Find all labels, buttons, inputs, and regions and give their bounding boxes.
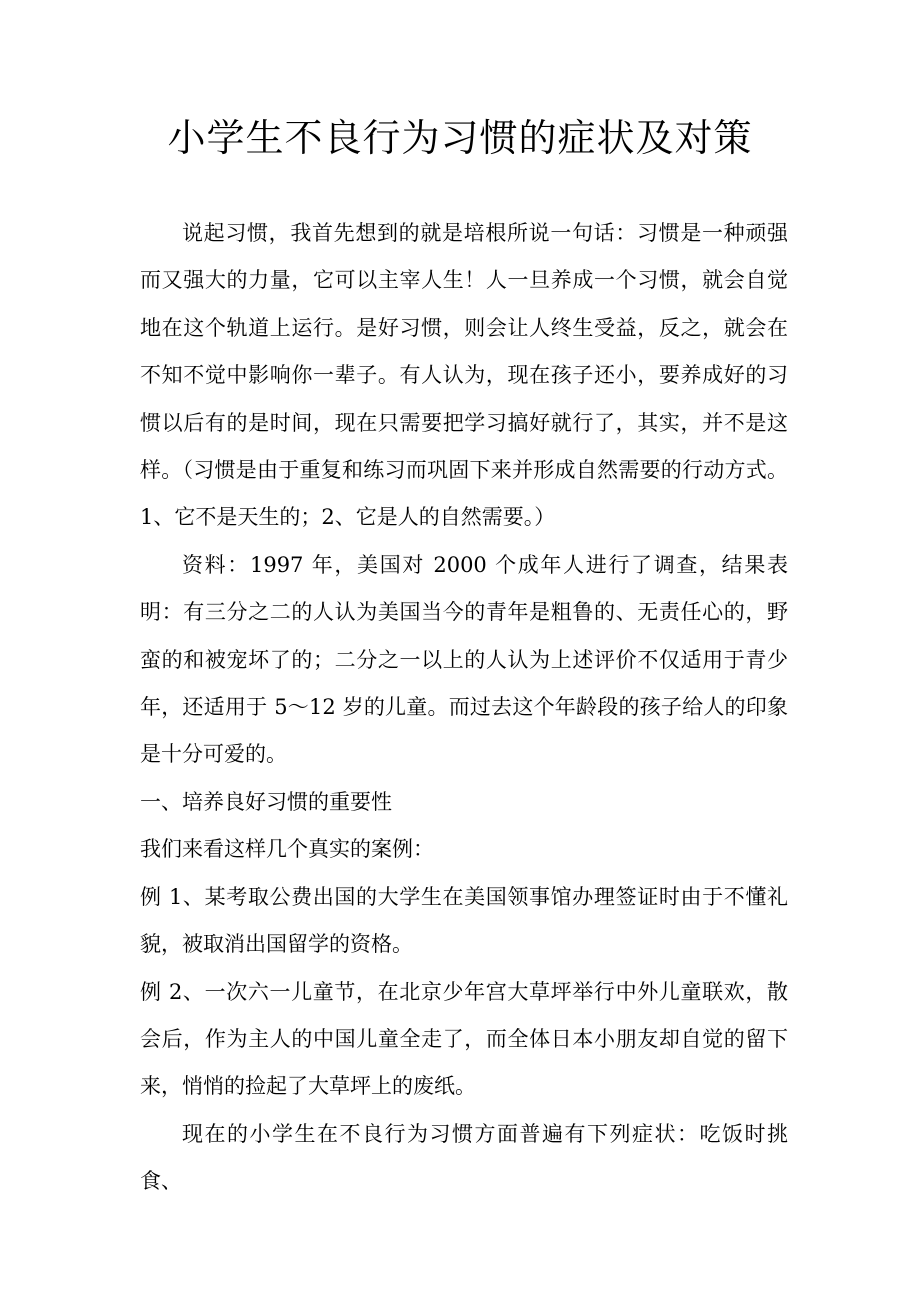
paragraph-survey: 资料：1997 年，美国对 2000 个成年人进行了调查，结果表明：有三分之二的人认为美国当今的青年是粗鲁的、无责任心的，野蛮的和被宠坏了的；二分之一以上的人认为上述评价不仅适用于青少年，还适用于 5～12 岁的儿童。而过去这个年龄段的孩子给人的印象是十分可爱的。 <box>140 552 788 767</box>
document-title: 小学生不良行为习惯的症状及对策 <box>167 116 753 160</box>
document-body <box>140 210 788 1206</box>
paragraph-case-2: 例 2、一次六一儿童节，在北京少年宫大草坪举行中外儿童联欢，散会后，作为主人的中国儿童全走了，而全体日本小朋友却自觉的留下来，悄悄的捡起了大草坪上的废纸。 <box>140 979 788 1099</box>
paragraph-intro: 说起习惯，我首先想到的就是培根所说一句话：习惯是一种顽强而又强大的力量，它可以主宰人生！人一旦养成一个习惯，就会自觉地在这个轨道上运行。是好习惯，则会让人终生受益，反之，就会在不知不觉中影响你一辈子。有人认为，现在孩子还小，要养成好的习惯以后有的是时间，现在只需要把学习搞好就行了，其实，并不是这样。（习惯是由于重复和练习而巩固下来并形成自然需要的行动方式。1、它不是天生的；2、它是人的自然需要。） <box>140 221 788 530</box>
paragraph-symptoms: 现在的小学生在不良行为习惯方面普遍有下列症状：吃饭时挑食、 <box>140 1121 788 1194</box>
section-heading: 一、培养良好习惯的重要性 <box>140 789 392 814</box>
paragraph-case-1: 例 1、某考取公费出国的大学生在美国领事馆办理签证时由于不懂礼貌，被取消出国留学的资格。 <box>140 884 788 957</box>
paragraph-cases-intro: 我们来看这样几个真实的案例： <box>140 837 434 862</box>
